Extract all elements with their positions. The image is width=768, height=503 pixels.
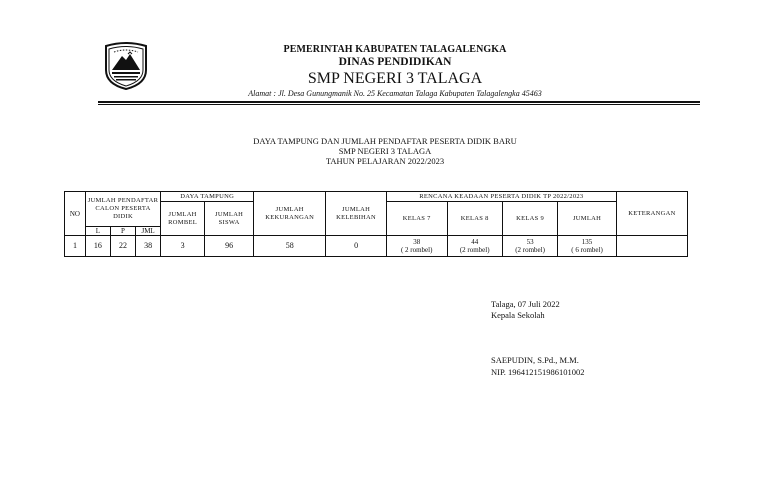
cell-siswa: 96 xyxy=(205,236,254,257)
header-kelas-9: KELAS 9 xyxy=(502,202,557,236)
signature-place-date: Talaga, 07 Juli 2022 xyxy=(491,299,560,309)
signature-position: Kepala Sekolah xyxy=(491,310,545,320)
document-title xyxy=(190,136,580,166)
school-name: SMP NEGERI 3 TALAGA xyxy=(307,70,483,87)
letterhead xyxy=(180,44,610,99)
cell-kelas-9 xyxy=(502,236,557,257)
header-kelebihan: JUMLAH KELEBIHAN xyxy=(326,192,387,236)
signature-nip: NIP. 196412151986101002 xyxy=(491,367,585,377)
cell-rombel: 3 xyxy=(161,236,205,257)
header-rombel: JUMLAH ROMBEL xyxy=(161,202,205,236)
header-p: P xyxy=(110,227,135,236)
jumlah-rombel: ( 6 rombel) xyxy=(571,246,603,254)
cell-p: 22 xyxy=(110,236,135,257)
header-kelas-8: KELAS 8 xyxy=(447,202,502,236)
cell-no: 1 xyxy=(65,236,86,257)
cell-keterangan xyxy=(616,236,687,257)
school-address: Alamat : Jl. Desa Gunungmanik No. 25 Kecamatan Talaga Kabupaten Talagalengka 45463 xyxy=(248,89,542,98)
header-pendaftar: JUMLAH PENDAFTAR CALON PESERTA DIDIK xyxy=(85,192,160,227)
kelas-8-count: 44 xyxy=(471,238,479,246)
cell-kelas-8 xyxy=(447,236,502,257)
cell-jml: 38 xyxy=(136,236,161,257)
kelas-9-rombel: (2 rombel) xyxy=(515,246,545,254)
cell-kelebihan: 0 xyxy=(326,236,387,257)
signature-name: SAEPUDIN, S.Pd., M.M. xyxy=(491,355,579,365)
header-siswa: JUMLAH SISWA xyxy=(205,202,254,236)
cell-kelas-7 xyxy=(386,236,447,257)
jumlah-count: 135 xyxy=(581,238,593,246)
header-kekurangan: JUMLAH KEKURANGAN xyxy=(254,192,326,236)
header-daya-tampung: DAYA TAMPUNG xyxy=(161,192,254,202)
header-jml: JML xyxy=(136,227,161,236)
government-name: PEMERINTAH KABUPATEN TALAGALENGKA xyxy=(283,44,507,55)
header-rencana: RENCANA KEADAAN PESERTA DIDIK TP 2022/2023 xyxy=(386,192,616,202)
header-jumlah: JUMLAH xyxy=(558,202,617,236)
cell-jumlah xyxy=(558,236,617,257)
title-line-2: SMP NEGERI 3 TALAGA xyxy=(338,146,432,156)
header-keterangan: KETERANGAN xyxy=(616,192,687,236)
letterhead-rule xyxy=(98,101,700,103)
kelas-9-count: 53 xyxy=(526,238,534,246)
cell-kekurangan: 58 xyxy=(254,236,326,257)
header-l: L xyxy=(85,227,110,236)
regency-emblem-icon xyxy=(100,40,152,90)
enrollment-table xyxy=(64,191,688,257)
department-name: DINAS PENDIDIKAN xyxy=(338,56,452,68)
cell-l: 16 xyxy=(85,236,110,257)
title-line-3: TAHUN PELAJARAN 2022/2023 xyxy=(325,156,445,166)
title-line-1: DAYA TAMPUNG DAN JUMLAH PENDAFTAR PESERTA DIDIK BARU xyxy=(253,136,517,146)
kelas-8-rombel: (2 rombel) xyxy=(459,246,490,254)
header-no: NO xyxy=(65,192,86,236)
header-kelas-7: KELAS 7 xyxy=(386,202,447,236)
kelas-7-rombel: ( 2 rombel) xyxy=(400,246,433,254)
letterhead-rule-thin xyxy=(98,104,700,105)
kelas-7-count: 38 xyxy=(413,238,421,246)
table-row xyxy=(65,236,688,257)
